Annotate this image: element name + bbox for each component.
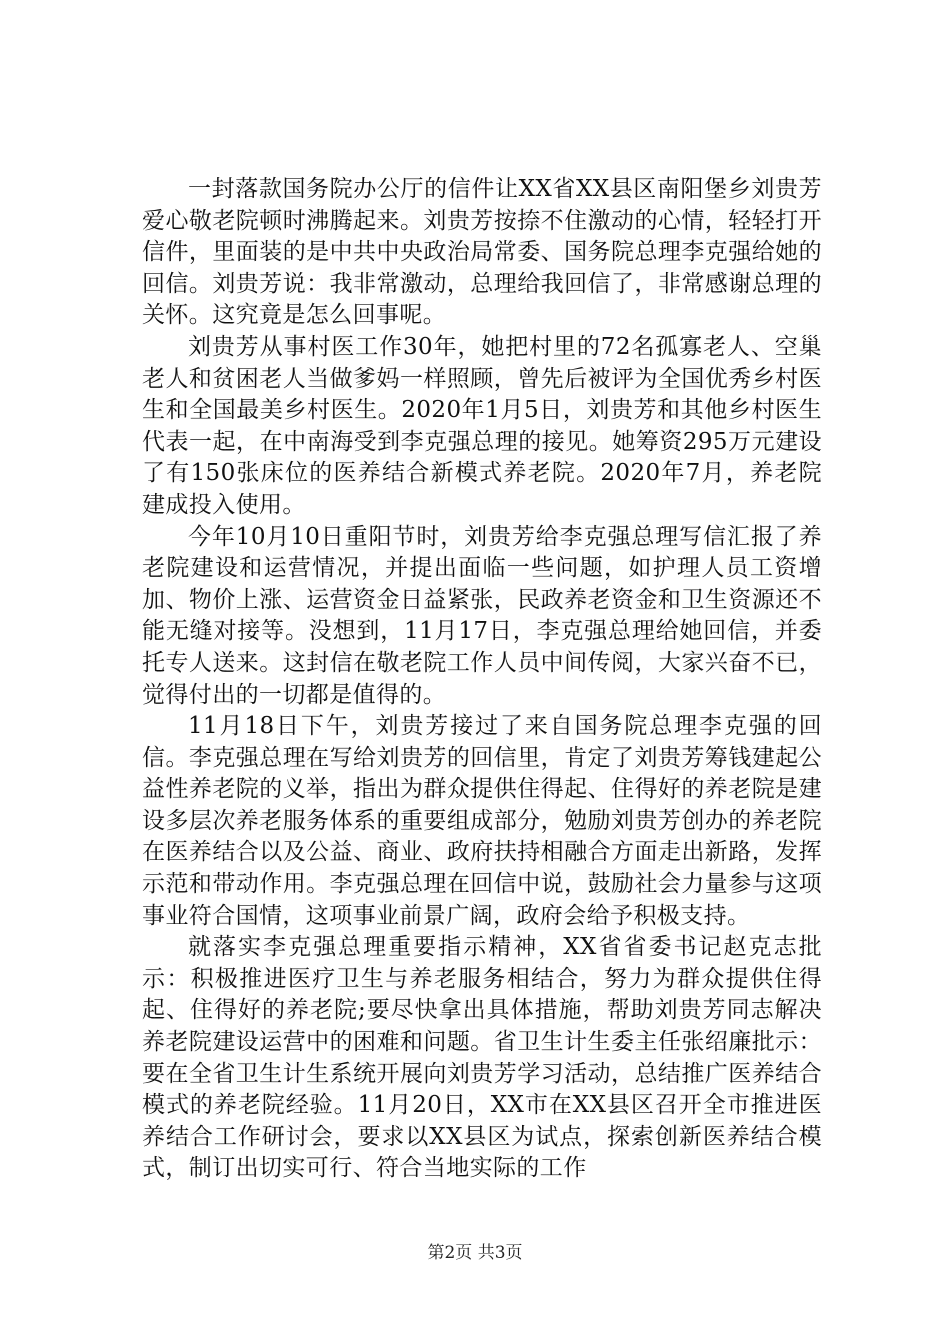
paragraph-4: 11月18日下午，刘贵芳接过了来自国务院总理李克强的回信。李克强总理在写给刘贵芳的回信里，肯定了刘贵芳筹钱建起公益性养老院的义举，指出为群众提供住得起、住得好的养老院是建设多层次养老服务体系的重要组成部分，勉励刘贵芳创办的养老院在医养结合以及公益、商业、政府扶持相融合方面走出新路，发挥示范和带动作用。李克强总理在回信中说，鼓励社会力量参与这项事业符合国情，这项事业前景广阔，政府会给予积极支持。 (142, 713, 822, 929)
paragraph-1: 一封落款国务院办公厅的信件让XX省XX县区南阳堡乡刘贵芳爱心敬老院顿时沸腾起来。刘贵芳按捺不住激动的心情，轻轻打开信件，里面装的是中共中央政治局常委、国务院总理李克强给她的回信。刘贵芳说：我非常激动，总理给我回信了，非常感谢总理的关怀。这究竟是怎么回事呢。 (142, 176, 822, 329)
document-body (142, 174, 822, 1185)
page-number-footer: 第2页 共3页 (427, 1243, 523, 1263)
paragraph-2: 刘贵芳从事村医工作30年，她把村里的72名孤寡老人、空巢老人和贫困老人当做爹妈一样照顾，曾先后被评为全国优秀乡村医生和全国最美乡村医生。2020年1月5日，刘贵芳和其他乡村医生代表一起，在中南海受到李克强总理的接见。她筹资295万元建设了有150张床位的医养结合新模式养老院。2020年7月，养老院建成投入使用。 (142, 333, 822, 518)
paragraph-5: 就落实李克强总理重要指示精神，XX省省委书记赵克志批示：积极推进医疗卫生与养老服务相结合，努力为群众提供住得起、住得好的养老院;要尽快拿出具体措施，帮助刘贵芳同志解决养老院建设运营中的困难和问题。省卫生计生委主任张绍廉批示：要在全省卫生计生系统开展向刘贵芳学习活动，总结推广医养结合模式的养老院经验。11月20日，XX市在XX县区召开全市推进医养结合工作研讨会，要求以XX县区为试点，探索创新医养结合模式，制订出切实可行、符合当地实际的工作 (142, 934, 822, 1182)
paragraph-3: 今年10月10日重阳节时，刘贵芳给李克强总理写信汇报了养老院建设和运营情况，并提出面临一些问题，如护理人员工资增加、物价上涨、运营资金日益紧张，民政养老资金和卫生资源还不能无缝对接等。没想到，11月17日，李克强总理给她回信，并委托专人送来。这封信在敬老院工作人员中间传阅，大家兴奋不已，觉得付出的一切都是值得的。 (142, 523, 822, 708)
